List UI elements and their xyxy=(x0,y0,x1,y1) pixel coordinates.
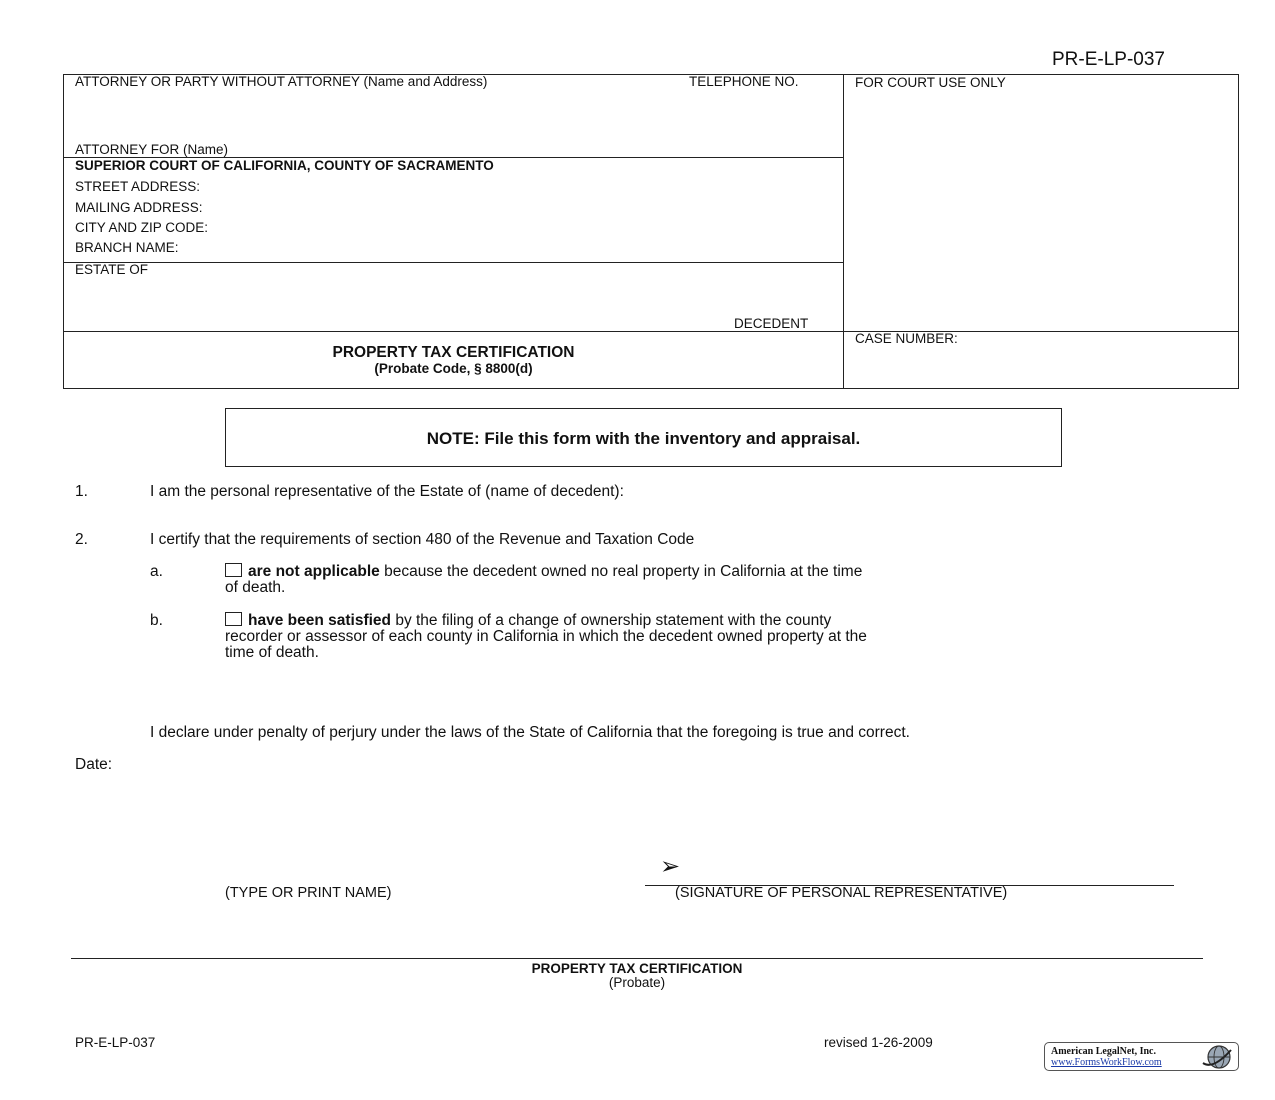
estate-of-label: ESTATE OF xyxy=(75,262,149,277)
footer-subtitle: (Probate) xyxy=(608,975,666,990)
court-name: SUPERIOR COURT OF CALIFORNIA, COUNTY OF SACRAMENTO xyxy=(75,158,494,173)
logo-company-name: American LegalNet, Inc. xyxy=(1051,1046,1156,1057)
globe-icon xyxy=(1199,1044,1235,1070)
mailing-address-label: MAILING ADDRESS: xyxy=(75,200,203,215)
caption-divider-2 xyxy=(63,262,844,263)
print-name-label: (TYPE OR PRINT NAME) xyxy=(225,885,392,901)
signature-label: (SIGNATURE OF PERSONAL REPRESENTATIVE) xyxy=(675,885,1008,901)
attorney-for-label: ATTORNEY FOR (Name) xyxy=(75,142,229,157)
signature-arrow-icon: ➢ xyxy=(660,853,681,880)
caption-table xyxy=(63,74,1239,389)
not-applicable-checkbox[interactable] xyxy=(225,563,242,577)
court-use-label: FOR COURT USE ONLY xyxy=(855,75,1006,90)
caption-divider-vertical xyxy=(843,74,844,389)
item-2a-bold: are not applicable xyxy=(248,563,380,580)
form-subtitle: (Probate Code, § 8800(d) xyxy=(374,361,533,376)
footer-revised: revised 1-26-2009 xyxy=(824,1035,933,1050)
attorney-label: ATTORNEY OR PARTY WITHOUT ATTORNEY (Name and Address) xyxy=(75,74,488,89)
note-text: NOTE: File this form with the inventory and appraisal. xyxy=(426,429,861,448)
street-address-label: STREET ADDRESS: xyxy=(75,179,201,194)
item-2b xyxy=(225,612,1125,661)
item-2b-line-2: recorder or assessor of each county in California in which the decedent owned property at the xyxy=(225,628,867,645)
item-2b-letter: b. xyxy=(150,612,163,629)
decedent-label: DECEDENT xyxy=(734,316,809,331)
footer-title: PROPERTY TAX CERTIFICATION xyxy=(531,961,743,976)
item-2a-line-2: of death. xyxy=(225,579,286,596)
case-number-label: CASE NUMBER: xyxy=(855,331,958,346)
american-legalnet-logo[interactable] xyxy=(1044,1042,1239,1071)
item-2-number: 2. xyxy=(75,531,88,548)
item-2b-line-1: by the filing of a change of ownership statement with the county xyxy=(391,612,832,629)
item-1-number: 1. xyxy=(75,483,88,500)
item-1-text: I am the personal representative of the Estate of (name of decedent): xyxy=(150,483,624,500)
item-2a xyxy=(225,563,1105,596)
item-2a-letter: a. xyxy=(150,563,163,580)
city-zip-label: CITY AND ZIP CODE: xyxy=(75,220,209,235)
item-2a-line-1: because the decedent owned no real property in California at the time xyxy=(379,563,863,580)
footer-form-id: PR-E-LP-037 xyxy=(75,1035,156,1050)
footer-rule xyxy=(71,958,1203,959)
form-id-top: PR-E-LP-037 xyxy=(1052,49,1165,70)
form-title: PROPERTY TAX CERTIFICATION xyxy=(332,344,575,361)
caption-divider-3 xyxy=(63,331,1239,332)
date-label: Date: xyxy=(75,756,113,773)
item-2-text: I certify that the requirements of section 480 of the Revenue and Taxation Code xyxy=(150,531,695,548)
item-2b-line-3: time of death. xyxy=(225,644,319,661)
telephone-label: TELEPHONE NO. xyxy=(689,74,799,89)
branch-name-label: BRANCH NAME: xyxy=(75,240,179,255)
item-2b-bold: have been satisfied xyxy=(248,612,392,629)
satisfied-checkbox[interactable] xyxy=(225,612,242,626)
logo-website-link[interactable]: www.FormsWorkFlow.com xyxy=(1051,1057,1162,1068)
declaration-text: I declare under penalty of perjury under the laws of the State of California that the foregoing is true and correct. xyxy=(150,724,910,741)
